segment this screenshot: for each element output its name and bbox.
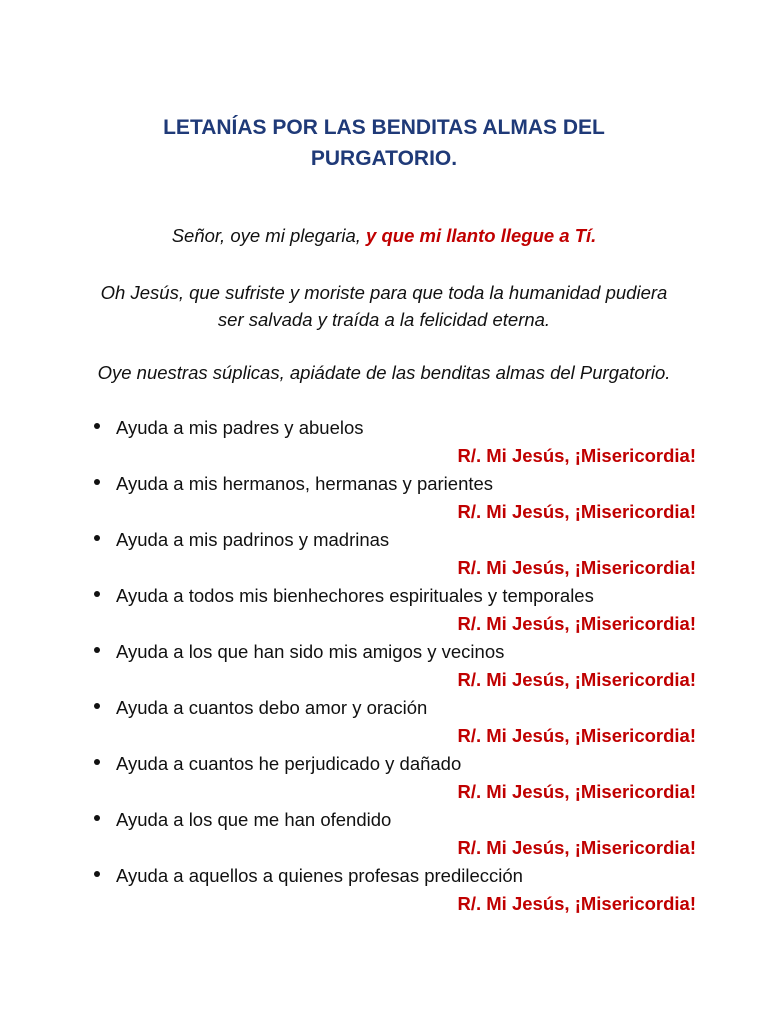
title-line-2: PURGATORIO.: [310, 147, 458, 170]
bullet-icon: [94, 591, 100, 597]
response-text: R/. Mi Jesús, ¡Misericordia!: [457, 669, 696, 690]
intro-paragraph: [60, 222, 708, 249]
jesus-paragraph: [60, 279, 708, 333]
intro-plain-text: Señor, oye mi plegaria,: [171, 225, 367, 246]
response-text: R/. Mi Jesús, ¡Misericordia!: [457, 445, 696, 466]
bullet-icon: [94, 423, 100, 429]
bullet-icon: [94, 647, 100, 653]
petition-text: Ayuda a mis hermanos, hermanas y parientes: [116, 473, 494, 494]
list-item: [0, 750, 768, 806]
list-item: [0, 582, 768, 638]
response-text: R/. Mi Jesús, ¡Misericordia!: [457, 501, 696, 522]
supplication-paragraph: Oye nuestras súplicas, apiádate de las benditas almas del Purgatorio.: [97, 362, 671, 383]
title-line-1: LETANÍAS POR LAS BENDITAS ALMAS DEL: [163, 116, 605, 139]
intro-emphasis-text: y que mi llanto llegue a Tí.: [366, 225, 597, 246]
litany-list: [0, 414, 768, 918]
list-item: [0, 862, 768, 918]
bullet-icon: [94, 703, 100, 709]
response-text: R/. Mi Jesús, ¡Misericordia!: [457, 893, 696, 914]
list-item: [0, 638, 768, 694]
jesus-paragraph-line-1: Oh Jesús, que sufriste y moriste para que toda la humanidad pudiera: [100, 282, 668, 303]
list-item: [0, 694, 768, 750]
petition-text: Ayuda a mis padrinos y madrinas: [116, 529, 390, 550]
petition-text: Ayuda a cuantos debo amor y oración: [116, 697, 428, 718]
bullet-icon: [94, 759, 100, 765]
response-text: R/. Mi Jesús, ¡Misericordia!: [457, 837, 696, 858]
petition-text: Ayuda a cuantos he perjudicado y dañado: [116, 753, 462, 774]
petition-text: Ayuda a los que han sido mis amigos y vecinos: [116, 641, 505, 662]
petition-text: Ayuda a todos mis bienhechores espirituales y temporales: [116, 585, 594, 606]
petition-text: Ayuda a los que me han ofendido: [116, 809, 392, 830]
list-item: [0, 414, 768, 470]
list-item: [0, 806, 768, 862]
bullet-icon: [94, 871, 100, 877]
list-item: [0, 470, 768, 526]
response-text: R/. Mi Jesús, ¡Misericordia!: [457, 781, 696, 802]
jesus-paragraph-line-2: ser salvada y traída a la felicidad eterna.: [217, 309, 551, 330]
response-text: R/. Mi Jesús, ¡Misericordia!: [457, 613, 696, 634]
response-text: R/. Mi Jesús, ¡Misericordia!: [457, 725, 696, 746]
bullet-icon: [94, 815, 100, 821]
bullet-icon: [94, 479, 100, 485]
petition-text: Ayuda a mis padres y abuelos: [116, 417, 364, 438]
list-item: [0, 526, 768, 582]
response-text: R/. Mi Jesús, ¡Misericordia!: [457, 557, 696, 578]
document-title: [80, 112, 688, 174]
bullet-icon: [94, 535, 100, 541]
petition-text: Ayuda a aquellos a quienes profesas predilección: [116, 865, 523, 886]
